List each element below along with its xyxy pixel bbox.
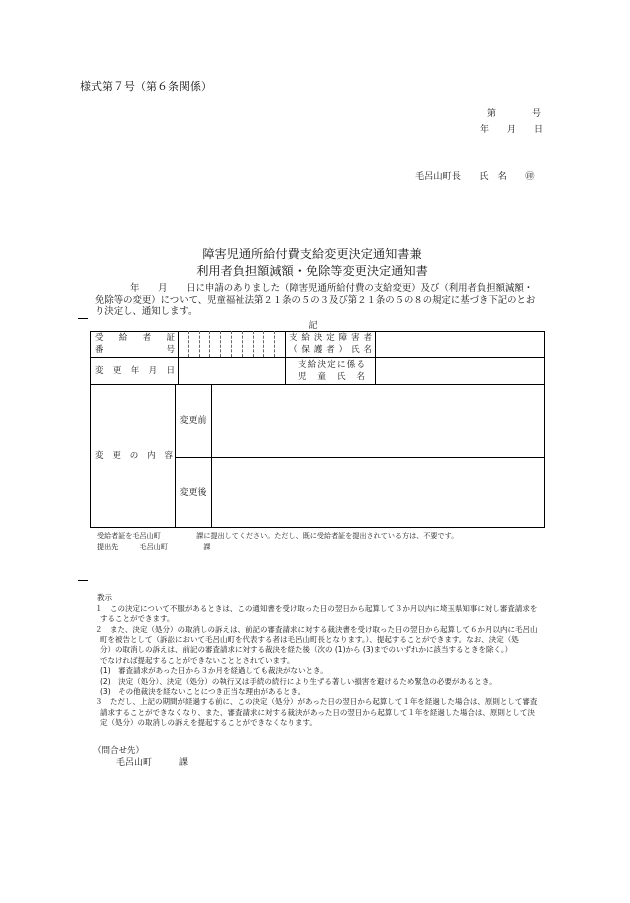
instruction-line: ２ また、決定（処分）の取消しの訴えは、前記の審査請求に対する裁決書を受け取った日の翌日から起算して６か月以内に毛呂山	[95, 624, 538, 634]
contact-heading: （問合せ先）	[93, 746, 145, 756]
form-number: 様式第７号（第６条関係）	[80, 80, 212, 93]
appeal-instruction	[95, 593, 547, 728]
instruction-line: 定（処分）の取消しの訴えを提起することができなくなります。	[100, 718, 317, 728]
submission-destination: 提出先 毛呂山町 課	[97, 541, 211, 551]
contact-department: 毛呂山町 課	[116, 758, 189, 768]
instruction-line: ３ ただし、上記の期間が経過する前に、この決定（処分）があった日の翌日から起算して１年を経過した場合は、原則として審査	[95, 697, 538, 707]
change-date-value	[178, 357, 285, 384]
instruction-subitem: (3) その他裁決を経ないことにつき正当な理由があるとき。	[100, 687, 306, 697]
cert-digit-box	[188, 331, 199, 357]
ki-heading: 記	[308, 321, 318, 331]
cert-digit-box	[242, 331, 253, 357]
instruction-heading: 教示	[97, 593, 112, 603]
document-title-line-1: 障害児通所給付費支給変更決定通知書兼	[202, 247, 422, 261]
cert-digit-box	[231, 331, 242, 357]
cert-number-label-line: 受給者証	[95, 333, 175, 343]
child-name-label-line: 児童氏名	[298, 371, 365, 382]
change-content-label	[95, 384, 173, 528]
change-before-value	[211, 384, 545, 457]
notice-body-line: 年 月 日に申請のありました（障害児通所給付費の支給変更）及び（利用者負担額減額・	[130, 283, 534, 294]
instruction-subitem: (1) 審査請求があった日から３か月を経過しても裁決がないとき。	[100, 666, 328, 676]
notice-body	[95, 283, 547, 318]
cert-digit-box	[220, 331, 231, 357]
instruction-line: することができます。	[100, 614, 175, 624]
decision-table	[90, 331, 545, 528]
instruction-line: １ この決定について不服があるときは、この通知書を受け取った日の翌日から起算して３か月以内に埼玉県知事に対し審査請求を	[95, 603, 538, 613]
fold-mark	[78, 318, 88, 319]
document-number: 第 号	[486, 109, 541, 119]
guardian-name-label-line: （保護者）氏名	[289, 345, 372, 355]
instruction-line: 町を被告として（訴訟において毛呂山町を代表する者は毛呂山町長となります。）、提起することができます。なお、決定（処	[100, 635, 519, 645]
cert-number-boxes	[178, 331, 285, 357]
instruction-line: 請求することができなくなり、また、審査請求に対する裁決があった日の翌日から起算して１年を経過した場合は、原則として決	[100, 707, 535, 717]
notice-body-line: り決定し、通知します。	[95, 306, 198, 317]
change-after-label: 変更後	[179, 487, 207, 498]
notice-body-line: 免除等の変更）について、児童福祉法第２１条の５の３及び第２１条の５の８の規定に基づき下記のとお	[95, 294, 536, 306]
table-rule	[285, 331, 286, 384]
child-name-label	[298, 357, 365, 384]
submission-note-line: 受給者証を毛呂山町 課に提出してください。ただし、既に受給者証を提出されている方は、不要です。	[97, 530, 459, 540]
guardian-name-value	[375, 331, 545, 357]
cert-digit-box	[253, 331, 264, 357]
guardian-name-label-line: 支給決定障害者	[289, 333, 372, 343]
guardian-name-label	[289, 331, 372, 357]
cert-digit-box	[263, 331, 274, 357]
change-content-label-text: 変更の内容	[95, 451, 173, 461]
document-date: 年 月 日	[479, 125, 543, 135]
cert-digit-box	[209, 331, 220, 357]
child-name-value	[375, 357, 545, 384]
instruction-line: 分）の取消しの訴えは、前記の審査請求に対する裁決を経た後（次の (1)から (3)までのいずれかに該当するときを除く。）	[100, 645, 513, 655]
issuer-signature: 毛呂山町長 氏 名 ㊞	[415, 171, 535, 182]
cert-digit-box	[274, 331, 285, 357]
change-date-label	[95, 357, 175, 384]
cert-number-label	[95, 331, 175, 357]
child-name-label-line: 支給決定に係る	[298, 359, 365, 370]
instruction-subitem: (2) 決定（処分）、決定（処分）の執行又は手続の続行により生ずる著しい損害を避けるため緊急の必要があるとき。	[100, 676, 497, 686]
change-before-label: 変更前	[179, 415, 207, 426]
cert-digit-box	[199, 331, 210, 357]
change-date-label-text: 変更年月日	[95, 365, 175, 376]
fold-mark	[78, 580, 88, 581]
cert-digit-box	[178, 331, 188, 357]
change-after-value	[211, 457, 545, 528]
cert-number-label-line: 番号	[95, 345, 175, 355]
document-title-line-2: 利用者負担額減額・免除等変更決定通知書	[196, 264, 428, 278]
instruction-line: でなければ提起することができないこととされています。	[100, 655, 295, 665]
submission-note	[97, 530, 547, 552]
